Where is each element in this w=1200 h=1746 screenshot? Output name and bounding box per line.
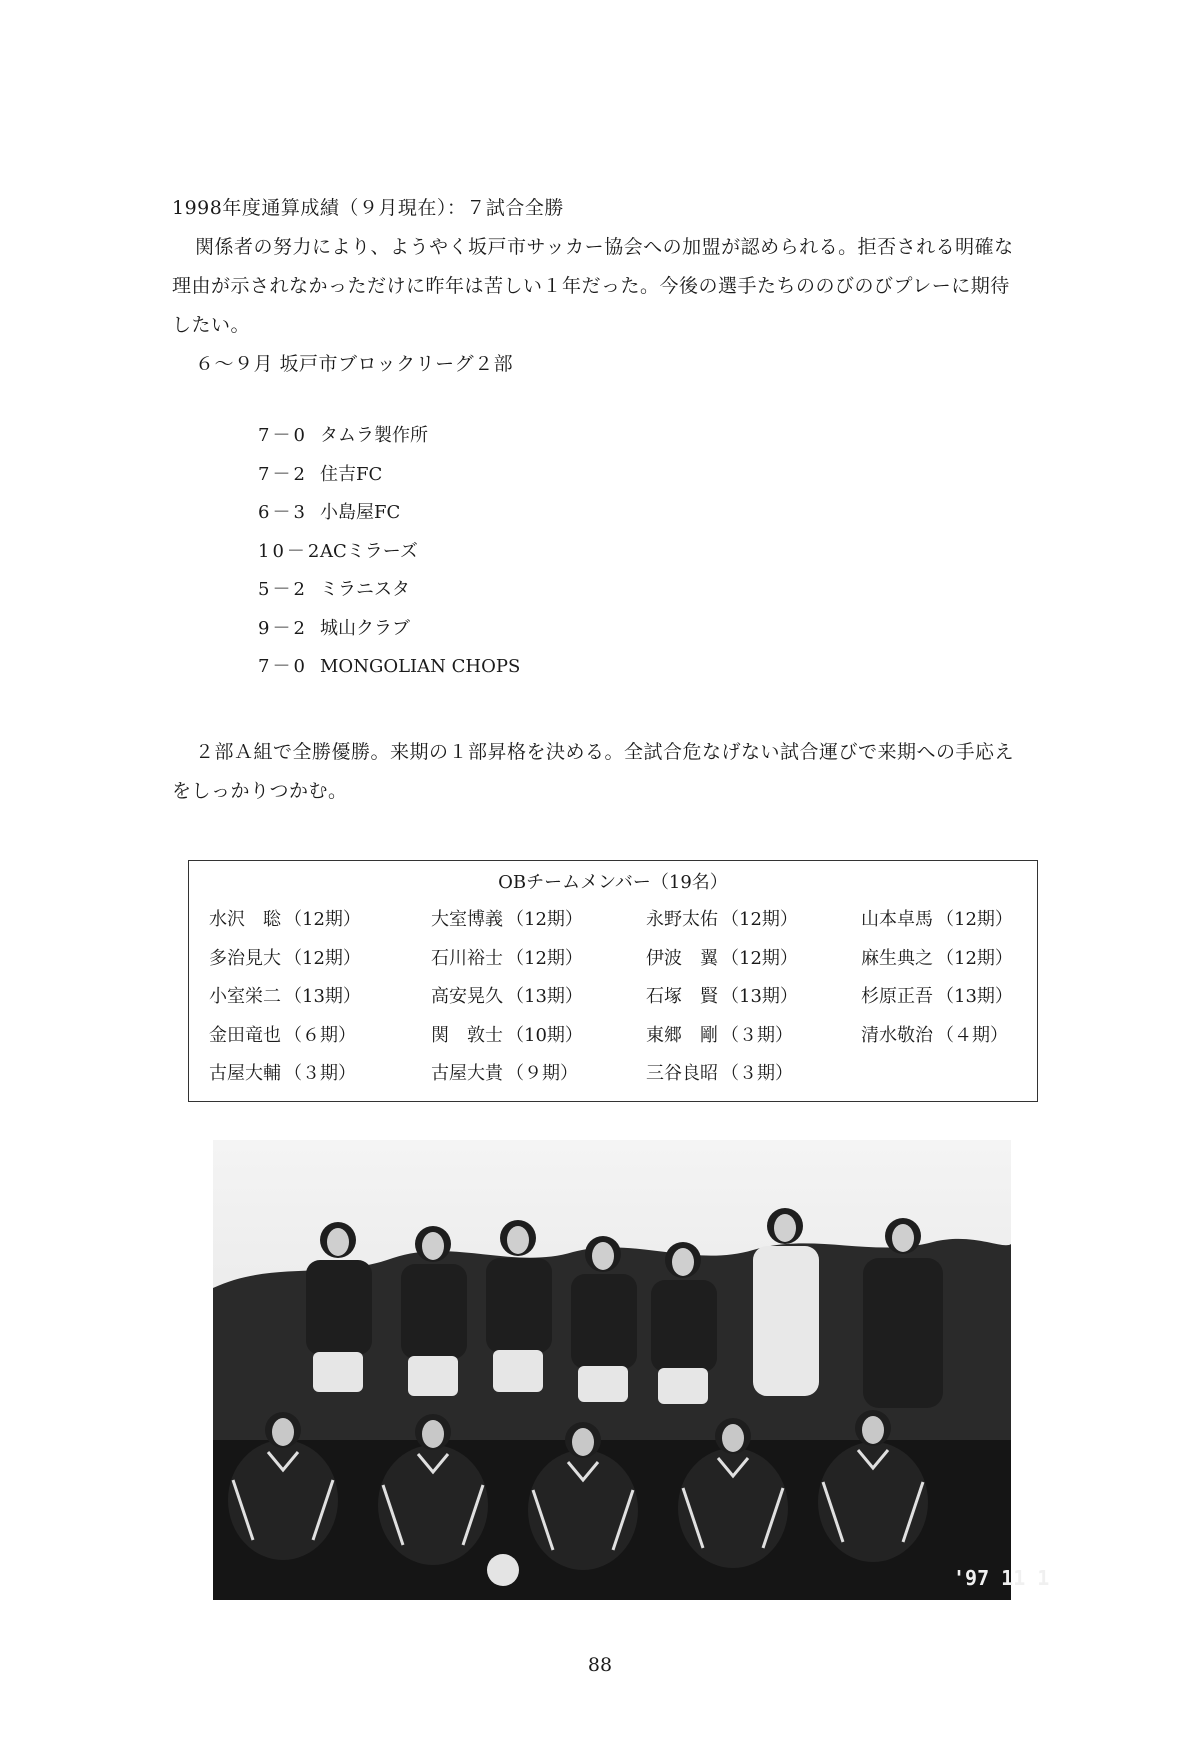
- member-generation: （10期）: [506, 1024, 583, 1046]
- member-entry: [646, 1024, 861, 1048]
- member-entry: [431, 1024, 646, 1048]
- match-score: 6－3: [258, 502, 308, 523]
- member-generation: （12期）: [506, 947, 583, 969]
- member-entry: [646, 985, 861, 1009]
- opponent-name: タムラ製作所: [320, 425, 428, 446]
- member-name: 麻生典之: [861, 947, 933, 969]
- photo-date-stamp: '97 11 1: [953, 1566, 1050, 1590]
- member-generation: （12期）: [284, 947, 361, 969]
- paragraph-line: 理由が示されなかっただけに昨年は苦しい１年だった。今後の選手たちののびのびプレーに期待: [172, 275, 1010, 297]
- conclusion-line: ２部Ａ組で全勝優勝。来期の１部昇格を決める。全試合危なげない試合運びで来期への手応え: [195, 741, 1015, 763]
- member-entry: [431, 908, 646, 932]
- match-result-row: [258, 617, 520, 656]
- member-name: 東郷 剛: [646, 1024, 718, 1046]
- team-photo: [213, 1140, 1050, 1600]
- member-generation: （３期）: [721, 1024, 793, 1046]
- page-number: 88: [587, 1654, 613, 1676]
- member-entry: [861, 908, 1029, 932]
- paragraph-line: したい。: [172, 314, 251, 336]
- member-generation: （３期）: [284, 1063, 356, 1084]
- member-name: 石川裕士: [431, 947, 503, 969]
- member-entry: [209, 1062, 431, 1086]
- member-name: 小室栄二: [209, 986, 281, 1007]
- member-name: 多治見大: [209, 947, 281, 969]
- match-result-row: [258, 463, 520, 502]
- member-generation: （４期）: [936, 1024, 1008, 1046]
- league-line: ６～９月 坂戸市ブロックリーグ２部: [195, 353, 514, 375]
- paragraph-line: 関係者の努力により、ようやく坂戸市サッカー協会への加盟が認められる。拒否される明確な: [195, 236, 1014, 258]
- match-score: 9－2: [258, 617, 308, 639]
- match-score: 5－2: [258, 579, 308, 600]
- member-name: 大室博義: [431, 909, 503, 930]
- match-result-row: [258, 424, 520, 463]
- member-name: 高安晃久: [431, 986, 503, 1007]
- member-name: 三谷良昭: [646, 1063, 718, 1084]
- member-entry: [209, 908, 431, 932]
- member-entry: [209, 1024, 431, 1048]
- member-entry: [209, 985, 431, 1009]
- member-name: 石塚 賢: [646, 986, 718, 1007]
- opponent-name: ミラニスタ: [320, 579, 410, 600]
- member-generation: （12期）: [936, 947, 1013, 969]
- member-generation: （13期）: [506, 986, 583, 1007]
- member-generation: （３期）: [721, 1063, 793, 1084]
- member-name: 杉原正吾: [861, 986, 933, 1007]
- match-result-row: [258, 540, 520, 579]
- match-result-row: [258, 578, 520, 617]
- member-entry: [861, 985, 1029, 1009]
- soccer-ball: [487, 1554, 519, 1586]
- member-entry: [861, 1024, 1029, 1048]
- member-generation: （12期）: [721, 947, 798, 969]
- members-grid: [209, 908, 1029, 1086]
- member-name: 伊波 翼: [646, 947, 718, 969]
- opponent-name: ACミラーズ: [320, 540, 418, 562]
- member-generation: （13期）: [936, 986, 1013, 1007]
- match-result-row: [258, 501, 520, 540]
- season-record-heading: 1998年度通算成績（９月現在）：７試合全勝: [172, 197, 564, 219]
- member-name: 永野太佑: [646, 909, 718, 930]
- member-name: 山本卓馬: [861, 909, 933, 930]
- member-generation: （12期）: [936, 909, 1013, 930]
- member-name: 水沢 聡: [209, 909, 281, 930]
- member-entry: [209, 947, 431, 971]
- member-name: 古屋大貴: [431, 1063, 503, 1084]
- match-score: 10－2: [258, 540, 323, 562]
- opponent-name: 住吉FC: [320, 463, 383, 485]
- member-generation: （12期）: [284, 909, 361, 930]
- conclusion-line: をしっかりつかむ。: [172, 780, 348, 802]
- member-name: 古屋大輔: [209, 1063, 281, 1084]
- member-generation: （12期）: [506, 909, 583, 930]
- member-generation: （13期）: [284, 986, 361, 1007]
- members-box-title: OBチームメンバー（19名）: [498, 872, 728, 893]
- member-generation: （12期）: [721, 909, 798, 930]
- opponent-name: 城山クラブ: [320, 617, 410, 639]
- match-result-row: [258, 655, 520, 694]
- ob-team-members-box: [188, 860, 1038, 1102]
- member-entry: [646, 947, 861, 971]
- opponent-name: 小島屋FC: [320, 502, 401, 523]
- member-entry: [646, 1062, 861, 1086]
- member-generation: （13期）: [721, 986, 798, 1007]
- member-name: 清水敬治: [861, 1024, 933, 1046]
- member-entry: [646, 908, 861, 932]
- member-name: 関 敦士: [431, 1024, 503, 1046]
- member-entry: [861, 947, 1029, 971]
- member-entry: [431, 1062, 646, 1086]
- member-generation: （９期）: [506, 1063, 578, 1084]
- match-score: 7－0: [258, 656, 308, 677]
- match-score: 7－0: [258, 425, 308, 446]
- opponent-name: MONGOLIAN CHOPS: [320, 656, 521, 677]
- match-results-list: [258, 424, 520, 694]
- member-entry: [431, 947, 646, 971]
- match-score: 7－2: [258, 463, 308, 485]
- member-generation: （６期）: [284, 1024, 356, 1046]
- member-name: 金田竜也: [209, 1024, 281, 1046]
- member-entry: [431, 985, 646, 1009]
